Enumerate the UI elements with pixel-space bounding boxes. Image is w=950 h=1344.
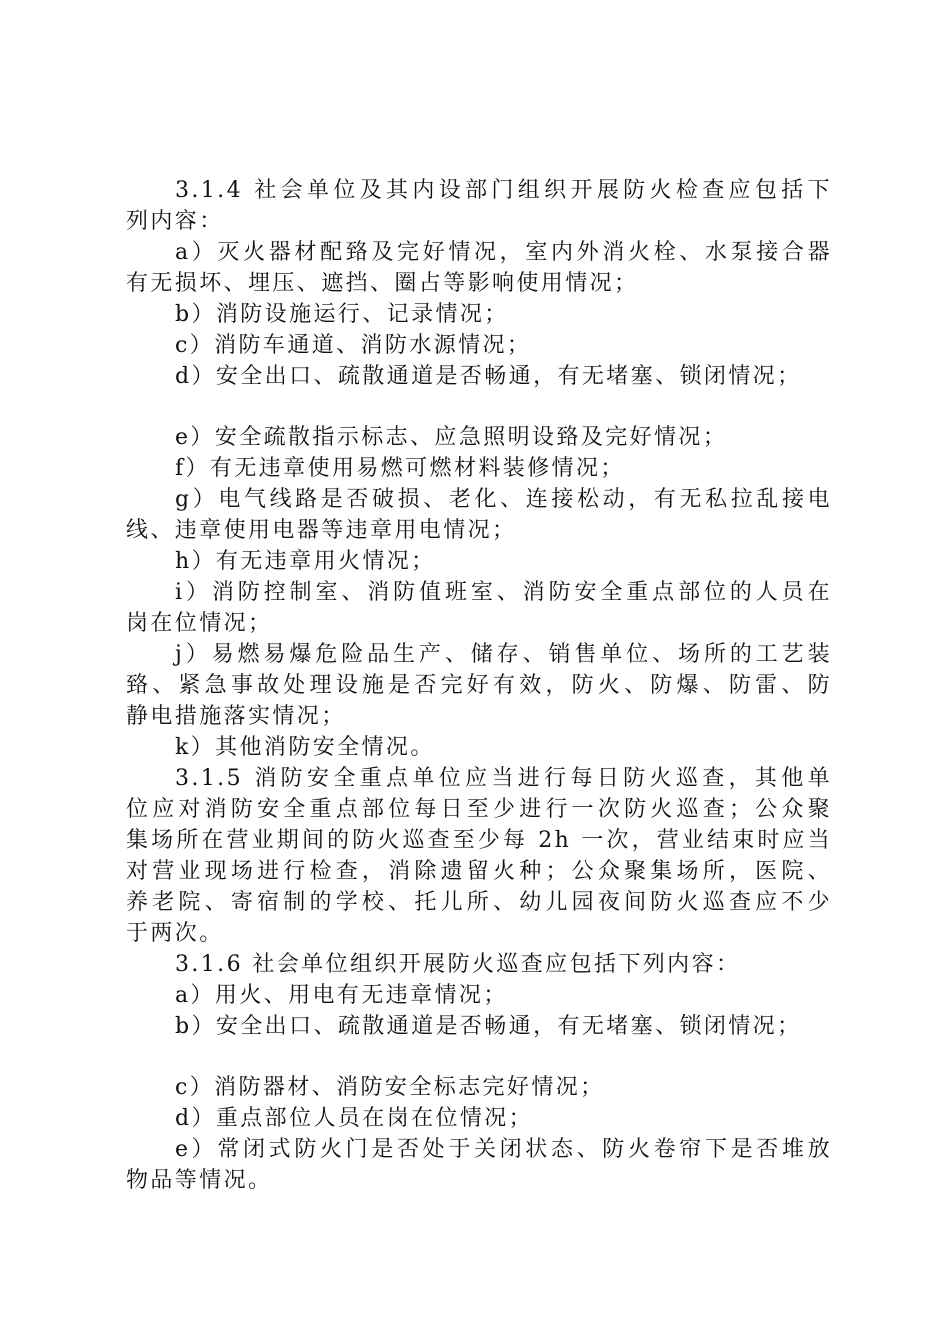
patrol-item-c: c）消防器材、消防安全标志完好情况；: [175, 1075, 605, 1100]
patrol-item-e-cont: 物品等情况。: [126, 1168, 273, 1193]
patrol-item-d: d）重点部位人员在岗在位情况；: [175, 1106, 534, 1131]
section-3-1-5-line-1: 3.1.5 消防安全重点单位应当进行每日防火巡查，其他单: [175, 766, 832, 791]
list-item-i-cont: 岗在位情况；: [126, 611, 273, 636]
section-3-1-5-line-3: 集场所在营业期间的防火巡查至少每 2h 一次，营业结束时应当: [126, 828, 832, 853]
list-item-b: b）消防设施运行、记录情况；: [175, 302, 509, 327]
patrol-item-b: b）安全出口、疏散通道是否畅通，有无堵塞、锁闭情况；: [175, 1014, 802, 1039]
list-item-a-cont: 有无损坏、埋压、遮挡、圈占等影响使用情况；: [126, 271, 639, 296]
list-item-d: d）安全出口、疏散通道是否畅通，有无堵塞、锁闭情况；: [175, 364, 802, 389]
patrol-item-e: e）常闭式防火门是否处于关闭状态、防火卷帘下是否堆放: [175, 1137, 832, 1162]
list-item-h: h）有无违章用火情况；: [175, 549, 436, 574]
section-3-1-5-line-6: 于两次。: [126, 921, 224, 946]
list-item-j-cont-1: 臵、紧急事故处理设施是否完好有效，防火、防爆、防雷、防: [126, 673, 832, 698]
list-item-f: f）有无违章使用易燃可燃材料装修情况；: [175, 456, 625, 481]
list-item-g: g）电气线路是否破损、老化、连接松动，有无私拉乱接电: [175, 487, 832, 512]
patrol-item-a: a）用火、用电有无违章情况；: [175, 983, 508, 1008]
section-3-1-4-heading-cont: 列内容：: [126, 209, 224, 234]
section-3-1-6-heading: 3.1.6 社会单位组织开展防火巡查应包括下列内容：: [175, 952, 741, 977]
list-item-e: e）安全疏散指示标志、应急照明设臵及完好情况；: [175, 425, 728, 450]
list-item-j-cont-2: 静电措施落实情况；: [126, 704, 346, 729]
list-item-a: a）灭火器材配臵及完好情况，室内外消火栓、水泵接合器: [175, 240, 832, 265]
section-3-1-5-line-2: 位应对消防安全重点部位每日至少进行一次防火巡查；公众聚: [126, 797, 832, 822]
list-item-i: i）消防控制室、消防值班室、消防安全重点部位的人员在: [175, 580, 832, 605]
list-item-k: k）其他消防安全情况。: [175, 735, 435, 760]
section-3-1-5-line-4: 对营业现场进行检查，消除遗留火种；公众聚集场所，医院、: [126, 859, 832, 884]
section-3-1-5-line-5: 养老院、寄宿制的学校、托儿所、幼儿园夜间防火巡查应不少: [126, 890, 832, 915]
list-item-j: j）易燃易爆危险品生产、储存、销售单位、场所的工艺装: [175, 642, 832, 667]
list-item-g-cont: 线、违章使用电器等违章用电情况；: [126, 518, 517, 543]
list-item-c: c）消防车通道、消防水源情况；: [175, 333, 532, 358]
section-3-1-4-heading: 3.1.4 社会单位及其内设部门组织开展防火检查应包括下: [175, 178, 832, 203]
